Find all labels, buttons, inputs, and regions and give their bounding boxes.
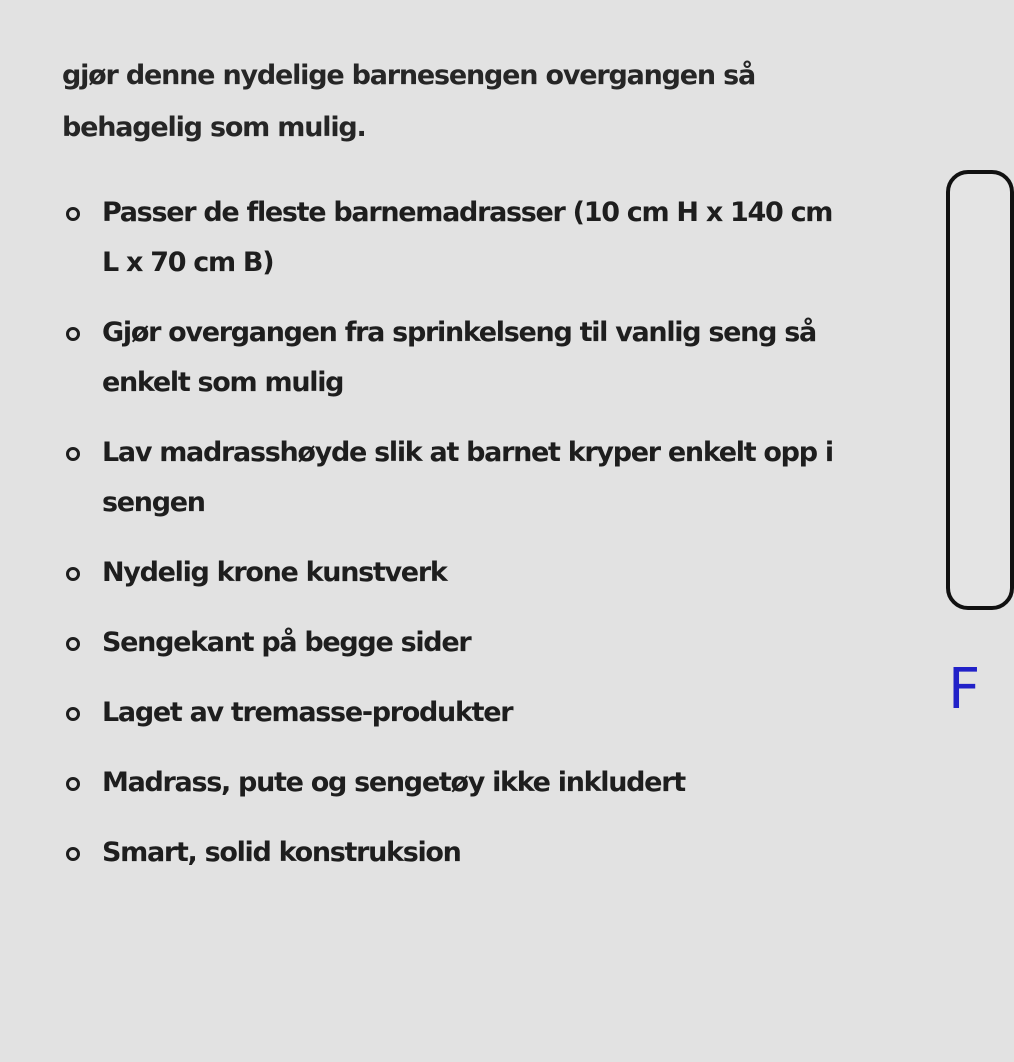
list-item [62,548,842,598]
feature-text: Smart, solid konstruksion [102,837,461,868]
list-item [62,688,842,738]
bullet-circle-icon [66,777,80,791]
feature-text: Passer de fleste barnemadrasser (10 cm H x 140 cm L x 70 cm B) [102,197,833,278]
list-item [62,828,842,878]
bullet-circle-icon [66,447,80,461]
feature-text: Gjør overgangen fra sprinkelseng til vanlig seng så enkelt som mulig [102,317,816,398]
list-item [62,428,842,528]
side-panel-box[interactable] [946,170,1014,610]
bullet-circle-icon [66,707,80,721]
bullet-circle-icon [66,567,80,581]
bullet-circle-icon [66,327,80,341]
list-item [62,618,842,668]
feature-text: Nydelig krone kunstverk [102,557,447,588]
feature-list [62,188,842,898]
feature-text: Laget av tremasse-produkter [102,697,513,728]
bullet-circle-icon [66,637,80,651]
feature-text: Lav madrasshøyde slik at barnet kryper enkelt opp i sengen [102,437,833,518]
list-item [62,188,842,288]
list-item [62,308,842,408]
bullet-circle-icon [66,207,80,221]
feature-text: Madrass, pute og sengetøy ikke inkludert [102,767,685,798]
side-link[interactable]: F [948,657,981,722]
feature-text: Sengekant på begge sider [102,627,471,658]
bullet-circle-icon [66,847,80,861]
product-description-intro: gjør denne nydelige barnesengen overgangen så behagelig som mulig. [62,60,756,143]
list-item [62,758,842,808]
